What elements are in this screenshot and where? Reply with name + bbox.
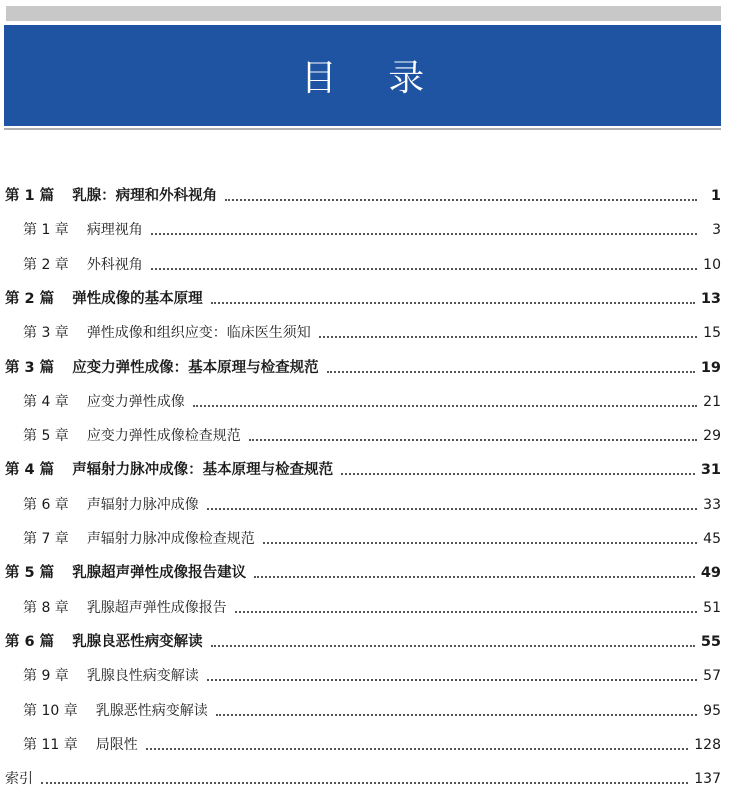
toc-entry-title: 声辐射力脉冲成像检查规范 <box>86 531 255 547</box>
toc-entry-number: 第 2 篇 <box>5 290 55 307</box>
toc-part-row[interactable] <box>0 559 730 583</box>
toc-chapter-row[interactable] <box>0 319 730 343</box>
toc-part-row[interactable] <box>0 628 730 652</box>
toc-entry-number: 第 4 章 <box>23 393 69 410</box>
dot-leader <box>235 610 697 613</box>
toc-part-row[interactable] <box>0 182 730 206</box>
toc-page-number: 45 <box>703 531 721 547</box>
dot-leader <box>211 644 695 647</box>
toc-chapter-row[interactable] <box>0 422 730 446</box>
toc-entry-title: 声辐射力脉冲成像 <box>86 496 199 513</box>
toc-page-number: 29 <box>703 428 721 445</box>
toc-entry-number: 第 3 章 <box>23 325 69 342</box>
toc-page-number: 51 <box>703 599 721 616</box>
toc-entry-title: 局限性 <box>95 736 138 753</box>
toc-entry-number: 第 5 篇 <box>5 565 55 582</box>
dot-leader <box>151 267 697 270</box>
toc-entry-title: 乳腺良性病变解读 <box>86 668 199 685</box>
dot-leader <box>151 232 697 235</box>
toc-page-number: 95 <box>703 702 721 719</box>
dot-leader <box>207 678 697 681</box>
toc-entry-number: 第 4 篇 <box>5 462 55 479</box>
toc-page-number: 137 <box>694 771 721 788</box>
dot-leader <box>225 198 697 201</box>
toc-entry-number: 索引 <box>5 771 33 788</box>
toc-entry-title: 应变力弹性成像 <box>86 393 185 410</box>
dot-leader <box>319 335 697 338</box>
toc-page-number: 21 <box>703 393 721 410</box>
dot-leader <box>263 541 697 544</box>
dot-leader <box>146 747 689 750</box>
toc-page-number: 128 <box>694 736 721 753</box>
toc-entry-number: 第 6 章 <box>23 496 69 513</box>
toc-page-number: 15 <box>703 325 721 342</box>
toc-entry-number: 第 3 篇 <box>5 359 55 376</box>
toc-page-number: 31 <box>700 462 721 479</box>
toc-page-number: 1 <box>710 188 721 204</box>
title-banner <box>4 25 721 126</box>
toc-entry-number: 第 10 章 <box>23 702 78 719</box>
dot-leader <box>211 301 695 304</box>
toc-page-number: 19 <box>700 359 721 376</box>
toc-page-number: 10 <box>703 256 721 273</box>
toc-page-number: 33 <box>703 496 721 513</box>
dot-leader <box>249 438 697 441</box>
page-title: 目 录 <box>300 58 445 99</box>
dot-leader <box>207 507 697 510</box>
toc-entry-number: 第 9 章 <box>23 668 69 685</box>
dot-leader <box>193 404 697 407</box>
toc-entry-number: 第 2 章 <box>23 256 69 273</box>
toc-chapter-row[interactable] <box>0 594 730 618</box>
dot-leader <box>41 781 688 784</box>
banner-divider <box>4 128 721 130</box>
toc-entry-title: 弹性成像和组织应变：临床医生须知 <box>86 325 311 342</box>
toc-entry-title: 声辐射力脉冲成像：基本原理与检查规范 <box>72 462 334 479</box>
toc-chapter-row[interactable] <box>0 251 730 275</box>
toc-chapter-row[interactable] <box>0 388 730 412</box>
toc-page-number: 55 <box>700 633 721 650</box>
toc-part-row[interactable] <box>0 456 730 480</box>
toc-entry-title: 应变力弹性成像：基本原理与检查规范 <box>72 359 319 376</box>
toc-entry-title: 乳腺良恶性病变解读 <box>72 633 203 650</box>
toc-entry-number: 第 7 章 <box>23 531 69 547</box>
toc-entry-title: 外科视角 <box>86 256 143 273</box>
toc-entry-title: 乳腺：病理和外科视角 <box>72 188 218 204</box>
dot-leader <box>327 370 695 373</box>
toc-page-number: 3 <box>712 222 721 239</box>
top-gray-strip <box>6 6 721 21</box>
toc-entry-number: 第 8 章 <box>23 599 69 616</box>
toc-entry-number: 第 5 章 <box>23 428 69 445</box>
toc-page-number: 13 <box>700 290 721 307</box>
toc-chapter-row[interactable] <box>0 525 730 549</box>
toc-entry-title: 弹性成像的基本原理 <box>72 290 203 307</box>
toc-entry-title: 应变力弹性成像检查规范 <box>86 428 241 445</box>
toc-page-number: 49 <box>700 565 721 582</box>
dot-leader <box>216 713 697 716</box>
toc-entry-number: 第 6 篇 <box>5 633 55 650</box>
toc-entry-title: 乳腺超声弹性成像报告 <box>86 599 227 616</box>
toc-chapter-row[interactable] <box>0 731 730 755</box>
toc-part-row[interactable] <box>0 285 730 309</box>
toc-part-row[interactable] <box>0 354 730 378</box>
toc-chapter-row[interactable] <box>0 216 730 240</box>
toc-entry-title: 乳腺超声弹性成像报告建议 <box>72 565 247 582</box>
toc-index-row[interactable] <box>0 765 730 789</box>
dot-leader <box>341 472 695 475</box>
toc-entry-number: 第 1 章 <box>23 222 69 239</box>
toc-entry-title: 病理视角 <box>86 222 143 239</box>
toc-entry-number: 第 1 篇 <box>5 188 55 204</box>
toc-entry-title: 乳腺恶性病变解读 <box>95 702 208 719</box>
dot-leader <box>254 575 695 578</box>
toc-chapter-row[interactable] <box>0 662 730 686</box>
toc-chapter-row[interactable] <box>0 697 730 721</box>
toc-entry-number: 第 11 章 <box>23 736 78 753</box>
toc-page-number: 57 <box>703 668 721 685</box>
toc-chapter-row[interactable] <box>0 491 730 515</box>
